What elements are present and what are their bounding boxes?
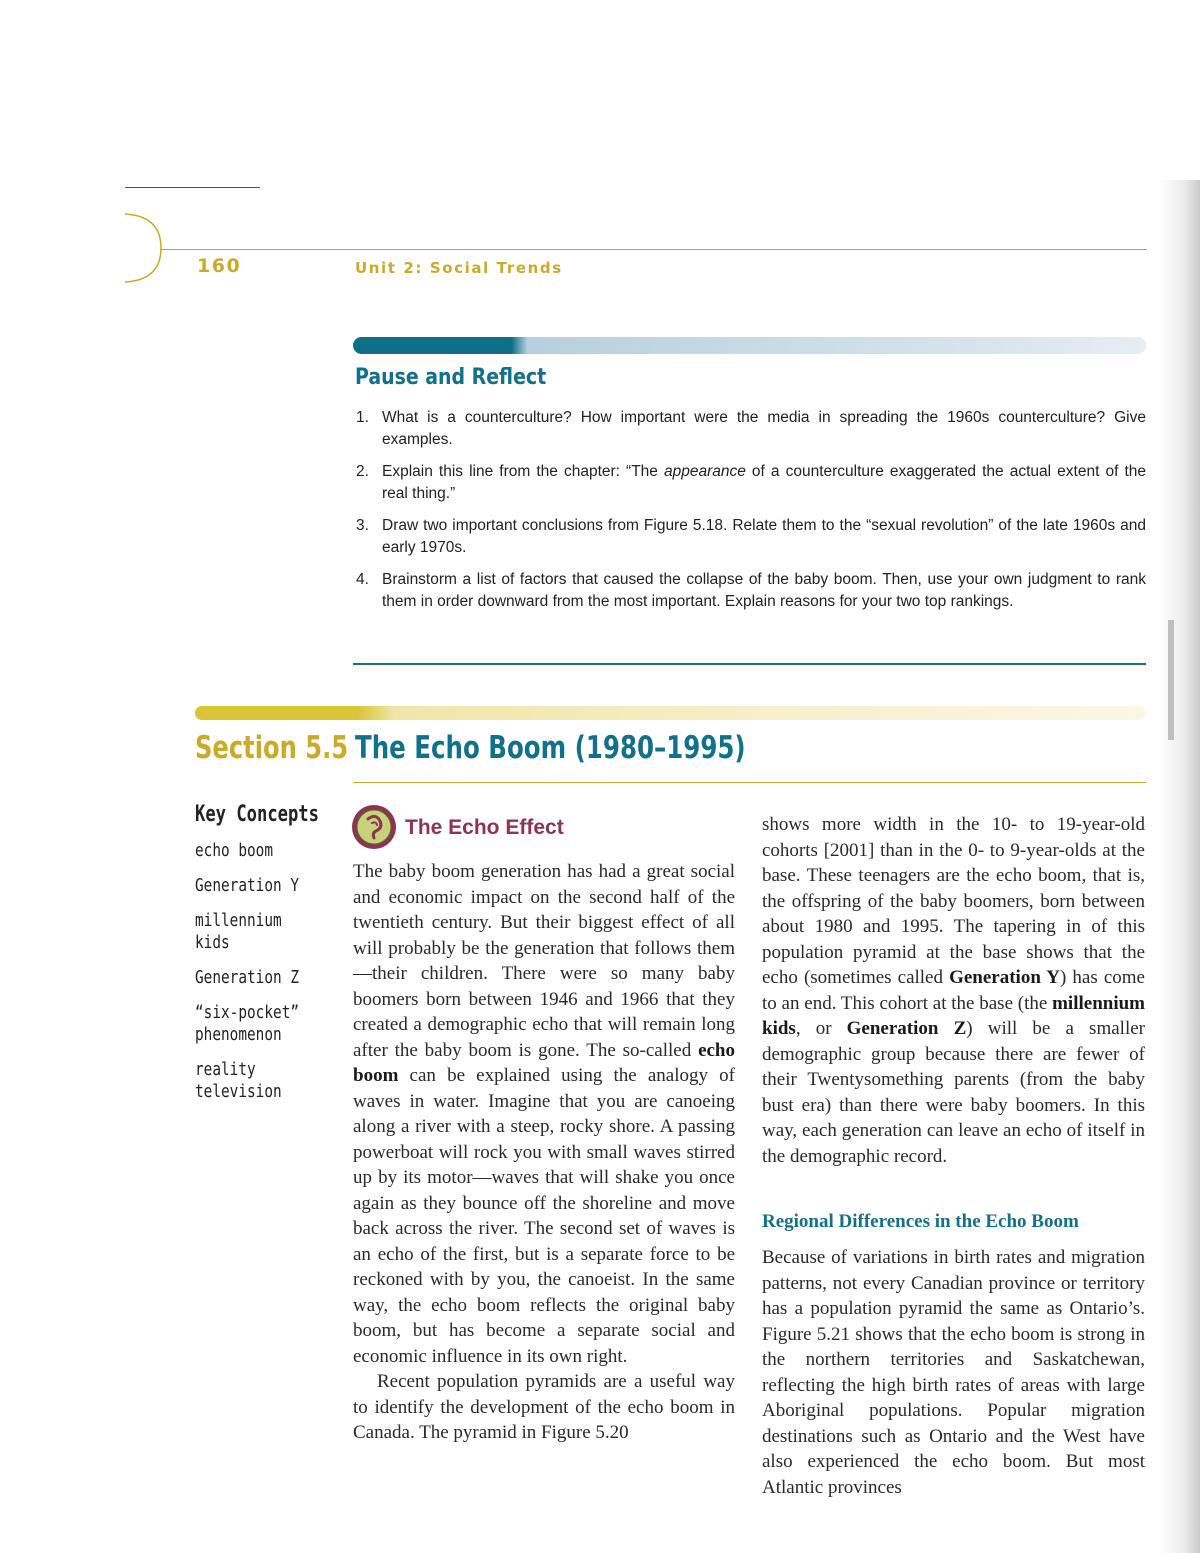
unit-title: Unit 2: Social Trends — [355, 259, 563, 277]
question-number: 2. — [356, 463, 369, 480]
top-rule-short — [125, 187, 260, 188]
key-concept-item: echo boom — [195, 840, 274, 861]
term-generation-y: Generation Y — [949, 967, 1060, 988]
term-generation-z: Generation Z — [846, 1018, 967, 1039]
key-concept-item: Generation Y — [195, 875, 300, 896]
question-number: 1. — [356, 409, 369, 426]
question-text: Draw two important conclusions from Figure 5.18. Relate them to the “sexual revolution” of the late 1960s and early 1970s. — [382, 517, 1146, 556]
echo-effect-heading: The Echo Effect — [405, 816, 564, 839]
question-text-start: Explain this line from the chapter: “The — [382, 463, 664, 480]
question-emphasis: appearance — [663, 463, 746, 480]
globe-ear-icon — [350, 803, 398, 851]
page-edge-shadow — [1160, 180, 1200, 1553]
pause-reflect-bar — [353, 337, 1146, 354]
paragraph-text: The baby boom generation has had a great social and economic impact on the second half of the twentieth century. But their biggest effect of all will probably be the generation that follows them—their children. There were so many baby boomers born between 1946 and 1966 that they created a demographic echo that will remain long after the baby boom is gone. The so-called — [353, 861, 735, 1061]
question-item — [354, 461, 1146, 505]
key-concepts-list — [195, 840, 335, 1116]
key-concept-item: millennium kids — [195, 910, 282, 953]
term-millennium-kids: millennium kids — [762, 992, 1145, 1039]
section-label: Section 5.5 — [195, 730, 349, 766]
question-text: What is a counterculture? How important were the media in spreading the 1960s counterculture? Give examples. — [382, 409, 1146, 448]
paragraph-text: , or — [795, 1018, 847, 1039]
paragraph — [353, 859, 735, 1369]
question-text: Brainstorm a list of factors that caused the collapse of the baby boom. Then, use your own judgment to rank them in order downward from the most important. Explain reasons for your two top rankings. — [382, 571, 1146, 610]
key-concepts-heading: Key Concepts — [195, 802, 319, 827]
body-column-left — [353, 859, 735, 1446]
paragraph-text: can be explained using the analogy of waves in water. Imagine that you are canoeing along a river with a steep, rocky shore. A passing powerboat will rock you with small waves stirred up by its motor—waves that will shake you once again as they bounce off the shoreline and move back across the river. The second set of waves is an echo of the first, but is a separate force to be reckoned with by you, the canoeist. In the same way, the echo boom reflects the original baby boom, but has become a separate social and economic influence in its own right. — [353, 1065, 735, 1367]
regional-paragraph: Because of variations in birth rates and migration patterns, not every Canadian province or territory has a population pyramid the same as Ontario’s. Figure 5.21 shows that the echo boom is strong in the northern territories and Saskatchewan, reflecting the high birth rates of areas with large Aboriginal populations. Popular migration destinations such as Ontario and the West have also experienced the echo boom. But most Atlantic provinces — [762, 1247, 1145, 1498]
header-rule — [160, 249, 1147, 250]
section-bar — [195, 706, 1146, 720]
key-concept-item: “six-pocket” phenomenon — [195, 1002, 300, 1045]
section-rule — [353, 782, 1146, 783]
body-column-right — [762, 812, 1145, 1169]
regional-heading: Regional Differences in the Echo Boom — [762, 1211, 1079, 1232]
pause-reflect-list — [354, 407, 1146, 623]
paragraph-text: ) will be a smaller demographic group because there are fewer of their Twentysomething parents (from the baby bust era) than there were baby boomers. In this way, each generation can leave an echo of itself in the demographic record. — [762, 1018, 1145, 1167]
section-title: The Echo Boom (1980–1995) — [355, 730, 746, 766]
question-text-end: of a counterculture exaggerated the actual extent of the real thing.” — [382, 463, 1146, 502]
question-number: 4. — [356, 571, 369, 588]
question-item — [354, 569, 1146, 613]
page-corner-arc — [125, 212, 163, 284]
page-edge-mark — [1168, 620, 1174, 740]
paragraph — [762, 812, 1145, 1169]
paragraph-text: shows more width in the 10- to 19-year-old cohorts [2001] than in the 0- to 9-year-olds at the base. These teenagers are the echo boom, that is, the offspring of the baby boomers, born between about 1980 and 1995. The tapering in of this population pyramid at the base shows that the echo (sometimes called — [762, 814, 1145, 988]
key-concept-item: Generation Z — [195, 967, 300, 988]
paragraph: Recent population pyramids are a useful way to identify the development of the echo boom in Canada. The pyramid in Figure 5.20 — [353, 1371, 735, 1443]
pause-reflect-title: Pause and Reflect — [355, 365, 547, 390]
question-item — [354, 515, 1146, 559]
key-concept-item: reality television — [195, 1059, 282, 1102]
paragraph-text: ) has come to an end. This cohort at the base (the — [762, 967, 1145, 1014]
question-item — [354, 407, 1146, 451]
question-number: 3. — [356, 517, 369, 534]
pause-reflect-bottom-rule — [353, 663, 1146, 665]
term-echo-boom: echo boom — [353, 1039, 735, 1086]
page-number: 160 — [197, 255, 242, 277]
